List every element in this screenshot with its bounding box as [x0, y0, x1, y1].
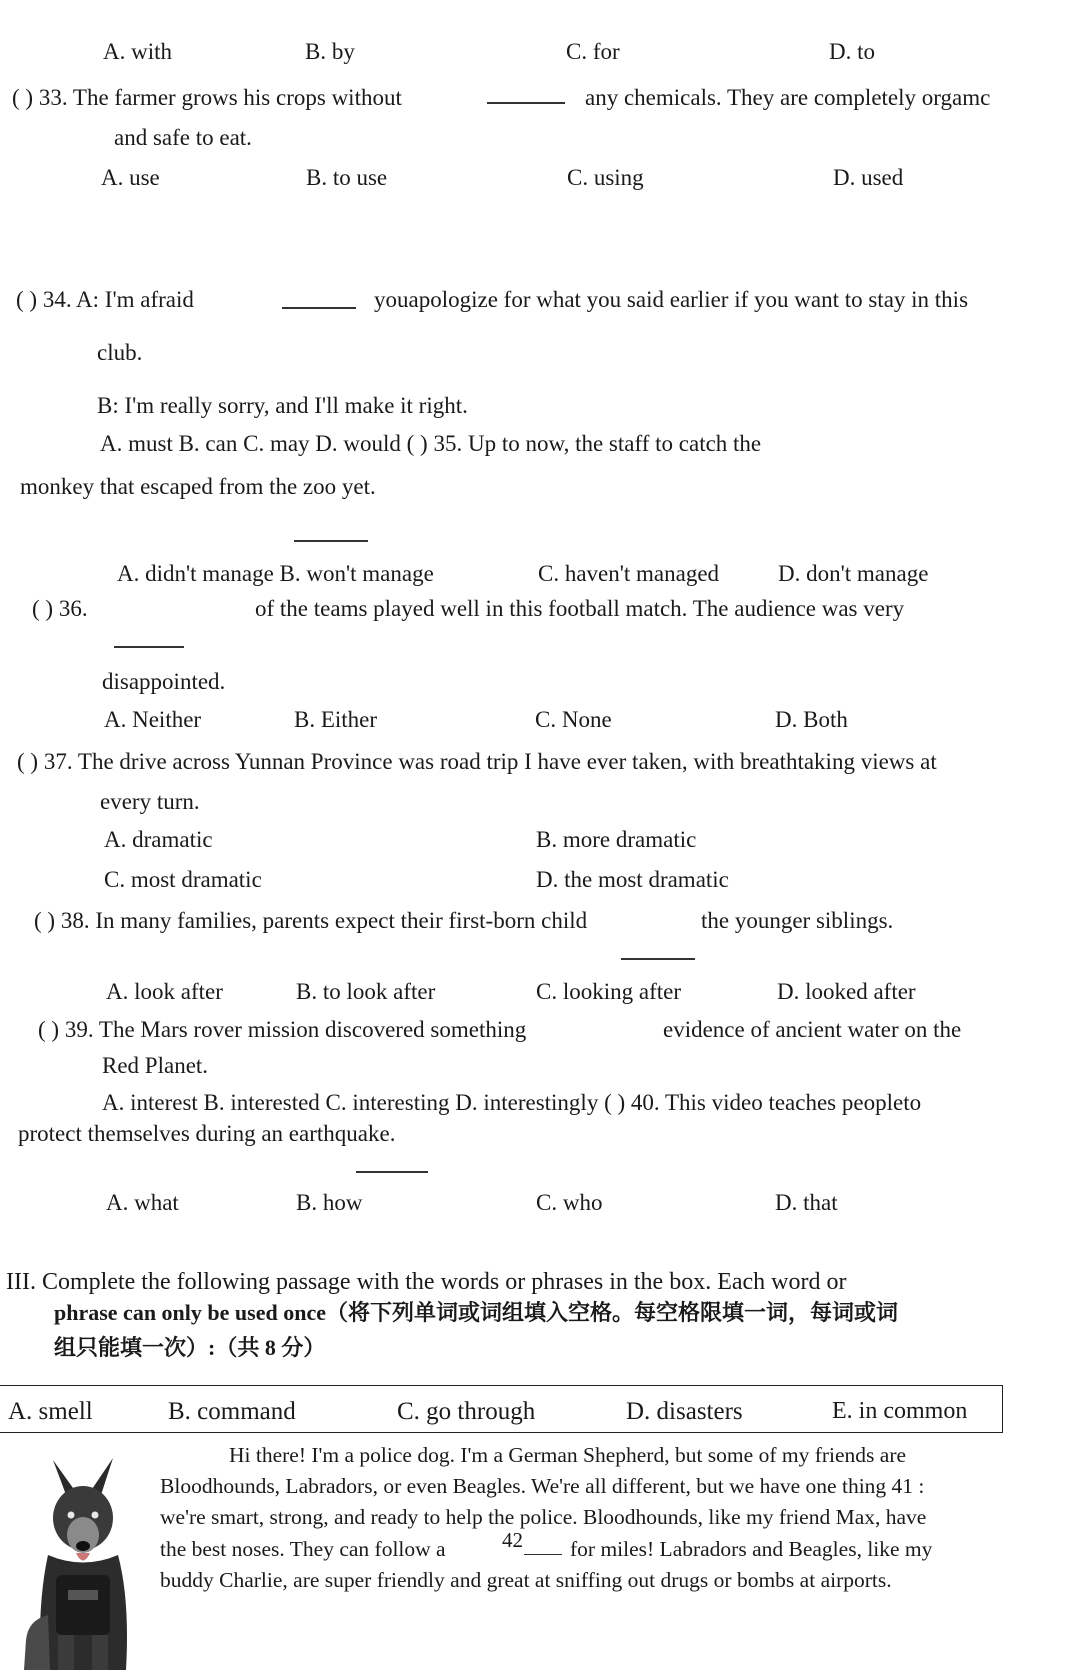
- q33-option-a: A. use: [101, 165, 160, 190]
- passage-blank-42: [524, 1554, 562, 1555]
- q37-option-a: A. dramatic: [104, 827, 213, 852]
- q36-option-a: A. Neither: [104, 707, 202, 732]
- q40-blank: [356, 1171, 428, 1173]
- q40-stem-line2: protect themselves during an earthquake.: [18, 1121, 396, 1146]
- q38-blank: [621, 958, 695, 960]
- q32-option-b: B. by: [305, 39, 355, 64]
- q40-option-d: D. that: [775, 1190, 838, 1215]
- q39-stem-line2: Red Planet.: [102, 1053, 209, 1078]
- q35-blank: [294, 540, 368, 542]
- q38-stem-end: the younger siblings.: [701, 908, 894, 933]
- word-box-item: A. smell: [8, 1398, 93, 1425]
- q33-option-b: B. to use: [306, 165, 388, 190]
- q32-option-d: D. to: [829, 39, 875, 64]
- word-box-item: C. go through: [397, 1398, 536, 1425]
- q34-stem: ( ) 34. A: I'm afraid: [16, 287, 194, 312]
- q38-option-c: C. looking after: [536, 979, 681, 1004]
- q40-option-c: C. who: [536, 1190, 603, 1215]
- passage-line-3: we're smart, strong, and ready to help the police. Bloodhounds, like my friend Max, have: [160, 1505, 927, 1529]
- passage-line-2: Bloodhounds, Labradors, or even Beagles. We're all different, but we have one thing 41 :: [160, 1474, 925, 1498]
- q37-option-b: B. more dramatic: [536, 827, 697, 852]
- q33-option-c: C. using: [567, 165, 644, 190]
- q39-stem: ( ) 39. The Mars rover mission discovered something: [38, 1017, 527, 1042]
- q36-number: ( ) 36.: [32, 596, 88, 621]
- q37-stem-line2: every turn.: [100, 789, 200, 814]
- q32-option-a: A. with: [103, 39, 172, 64]
- q35-option-d: D. don't manage: [778, 561, 929, 586]
- word-box-item: D. disasters: [626, 1398, 743, 1425]
- q39-options-q40-stem: A. interest B. interested C. interesting D. interestingly ( ) 40. This video teaches peopleto: [102, 1090, 922, 1115]
- word-box-item: B. command: [168, 1398, 296, 1425]
- q37-option-d: D. the most dramatic: [536, 867, 729, 892]
- q37-option-c: C. most dramatic: [104, 867, 262, 892]
- section3-instruction-line2: phrase can only be used once（将下列单词或词组填入空格。每空格限填一词，每词或词: [54, 1300, 898, 1325]
- q33-stem-end: any chemicals. They are completely orgamc: [585, 85, 991, 110]
- q36-stem-line2: disappointed.: [102, 669, 226, 694]
- q35-options-ab: A. didn't manage B. won't manage: [117, 561, 434, 586]
- q34-options-q35-stem: A. must B. can C. may D. would ( ) 35. Up to now, the staff to catch the: [100, 431, 762, 456]
- q33-stem: ( ) 33. The farmer grows his crops without: [12, 85, 402, 110]
- q38-option-a: A. look after: [106, 979, 223, 1004]
- q38-option-b: B. to look after: [296, 979, 436, 1004]
- q37-stem: ( ) 37. The drive across Yunnan Province was road trip I have ever taken, with breathtaking views at: [17, 749, 937, 774]
- q32-option-c: C. for: [566, 39, 620, 64]
- q36-blank: [114, 646, 184, 648]
- word-box: [0, 1385, 1003, 1433]
- q35-stem-line2: monkey that escaped from the zoo yet.: [20, 474, 376, 499]
- word-box-item: E. in common: [832, 1398, 968, 1424]
- passage-line-1: Hi there! I'm a police dog. I'm a German Shepherd, but some of my friends are: [229, 1443, 907, 1467]
- q36-stem: of the teams played well in this football match. The audience was very: [255, 596, 905, 621]
- passage-blank-number: 42: [502, 1528, 523, 1552]
- passage-line-4-start: the best noses. They can follow a: [160, 1537, 446, 1561]
- q34-reply: B: I'm really sorry, and I'll make it right.: [97, 393, 468, 418]
- q38-option-d: D. looked after: [777, 979, 916, 1004]
- q33-stem-line2: and safe to eat.: [114, 125, 252, 150]
- q40-option-b: B. how: [296, 1190, 363, 1215]
- q34-stem-line2: club.: [97, 340, 143, 365]
- q36-option-d: D. Both: [775, 707, 848, 732]
- passage-line-4-end: for miles! Labradors and Beagles, like my: [570, 1537, 933, 1561]
- german-shepherd-image: [18, 1440, 148, 1670]
- q33-blank: [487, 102, 565, 104]
- q33-option-d: D. used: [833, 165, 904, 190]
- q36-option-b: B. Either: [294, 707, 378, 732]
- q36-option-c: C. None: [535, 707, 612, 732]
- q38-stem: ( ) 38. In many families, parents expect their first-born child: [34, 908, 588, 933]
- q40-option-a: A. what: [106, 1190, 179, 1215]
- section3-instruction-line3: 组只能填一次）:（共 8 分）: [54, 1335, 326, 1360]
- q35-option-c: C. haven't managed: [538, 561, 720, 586]
- q34-blank: [282, 307, 356, 309]
- q34-stem-end: youapologize for what you said earlier if you want to stay in this: [374, 287, 969, 312]
- q39-stem-end: evidence of ancient water on the: [663, 1017, 962, 1042]
- passage-line-5: buddy Charlie, are super friendly and great at sniffing out drugs or bombs at airports.: [160, 1568, 892, 1592]
- section3-title: III. Complete the following passage with the words or phrases in the box. Each word or: [6, 1269, 847, 1295]
